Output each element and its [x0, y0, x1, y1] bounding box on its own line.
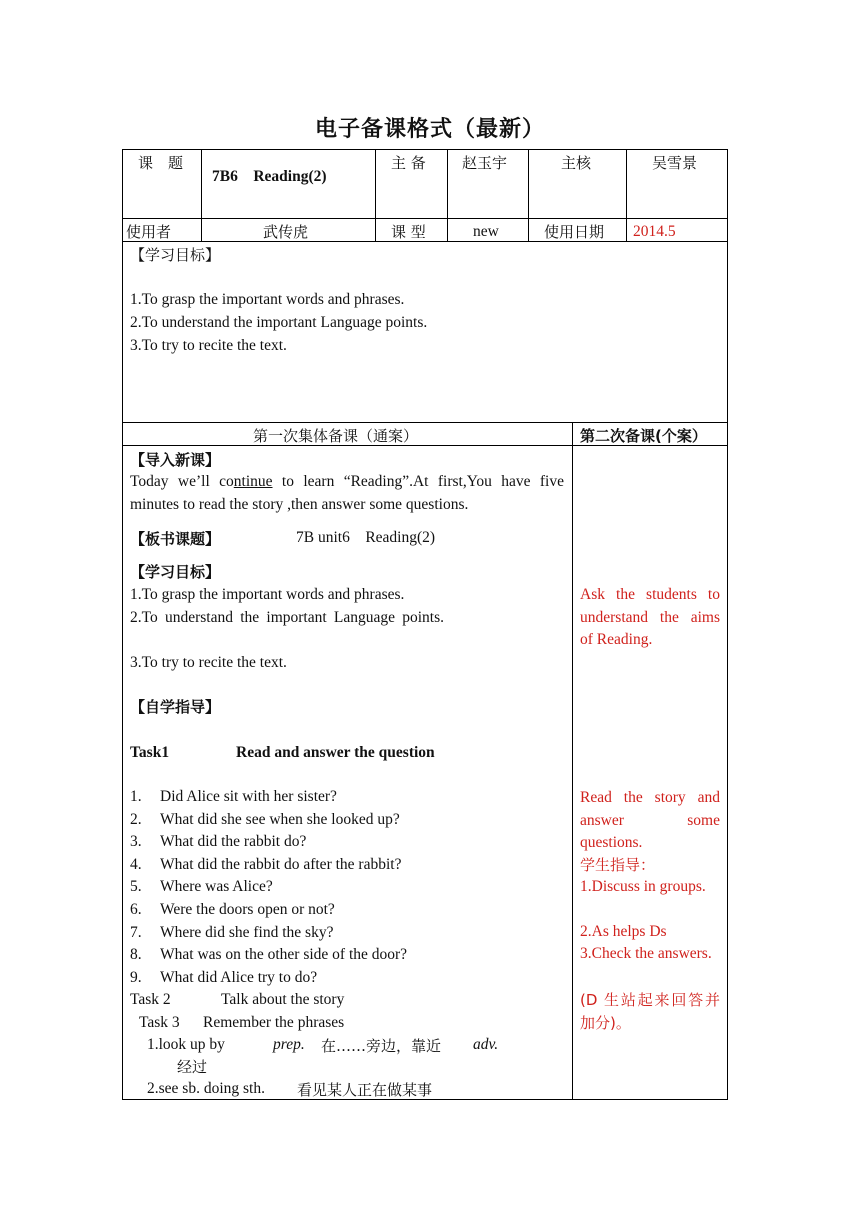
task3-label: Task 3	[139, 1014, 180, 1031]
question-item: 2. What did she see when she looked up?	[130, 810, 400, 828]
lead-value: 赵玉宇	[462, 154, 508, 172]
question-item: 9. What did Alice try to do?	[130, 968, 318, 986]
review-value: 吴雪景	[652, 154, 698, 172]
intro-heading: 【导入新课】	[130, 451, 221, 469]
question-item: 4. What did the rabbit do after the rabbit?	[130, 855, 402, 873]
question-item: 5. Where was Alice?	[130, 878, 273, 896]
board-heading: 【板书课题】	[130, 530, 221, 548]
user-label: 使用者	[126, 223, 172, 241]
column-header-right: 第二次备课(个案）	[580, 427, 707, 445]
board-value: 7B unit6 Reading(2)	[296, 529, 436, 546]
task1-title: Read and answer the question	[236, 744, 435, 761]
question-item: 8. What was on the other side of the door?	[130, 946, 408, 964]
task2-title: Talk about the story	[221, 991, 345, 1008]
phrase1-cn1: 在……旁边，靠近	[321, 1037, 442, 1055]
intro-text: Today we’ll continue to learn “Reading”.At first,You have five minutes to read the story ,then answer some questions.	[130, 473, 564, 513]
page-title: 电子备课格式（最新）	[314, 117, 545, 142]
objective-item: 2.To understand the important Language points.	[130, 314, 428, 331]
lead-label: 主 备	[391, 154, 426, 172]
objective2-item: 2.To understand the important Language points.	[130, 609, 444, 626]
date-value: 2014.5	[633, 223, 676, 240]
review-label: 主核	[561, 154, 592, 172]
topic-value: 7B6 Reading(2)	[212, 168, 327, 185]
type-value: new	[473, 223, 499, 240]
objectives2-heading: 【学习目标】	[130, 563, 221, 581]
self-study-heading: 【自学指导】	[130, 698, 221, 716]
phrase1-pos2: adv.	[473, 1036, 499, 1053]
objectives-heading: 【学习目标】	[130, 246, 221, 264]
type-label: 课 型	[391, 223, 426, 241]
objective-item: 1.To grasp the important words and phrases.	[130, 291, 405, 308]
task1-label: Task1	[130, 744, 170, 761]
note-aims: Ask the students to understand the aims of Reading.	[580, 586, 720, 649]
question-list	[130, 786, 407, 989]
phrase1-pos1: prep.	[273, 1036, 305, 1053]
objective2-item: 1.To grasp the important words and phrases.	[130, 586, 405, 603]
objective2-item: 3.To try to recite the text.	[130, 654, 287, 671]
note-read: Read the story and answer some questions.	[580, 789, 720, 852]
user-value: 武传虎	[263, 223, 309, 241]
note-helps: 2.As helps Ds	[580, 923, 667, 940]
task3-title: Remember the phrases	[203, 1014, 345, 1031]
question-item: 6. Were the doors open or not?	[130, 900, 335, 918]
note-check: 3.Check the answers.	[580, 945, 712, 962]
question-item: 1. Did Alice sit with her sister?	[130, 788, 337, 805]
objective-item: 3.To try to recite the text.	[130, 337, 287, 354]
question-item: 3. What did the rabbit do?	[130, 833, 307, 851]
phrase2-cn: 看见某人正在做某事	[297, 1081, 433, 1099]
question-item: 7. Where did she find the sky?	[130, 923, 334, 941]
note-answer: (D 生站起来回答并加分)。	[580, 991, 720, 1032]
date-label: 使用日期	[544, 223, 605, 241]
phrase1-cn2: 经过	[177, 1058, 208, 1076]
note-guide: 学生指导：	[580, 856, 656, 874]
note-discuss: 1.Discuss in groups.	[580, 878, 706, 895]
phrase2-en: 2.see sb. doing sth.	[147, 1080, 265, 1097]
topic-label: 课 题	[138, 154, 184, 172]
phrase1-en: 1.look up by	[147, 1036, 225, 1053]
column-header-left: 第一次集体备课（通案）	[253, 427, 419, 445]
task2-label: Task 2	[130, 991, 171, 1008]
